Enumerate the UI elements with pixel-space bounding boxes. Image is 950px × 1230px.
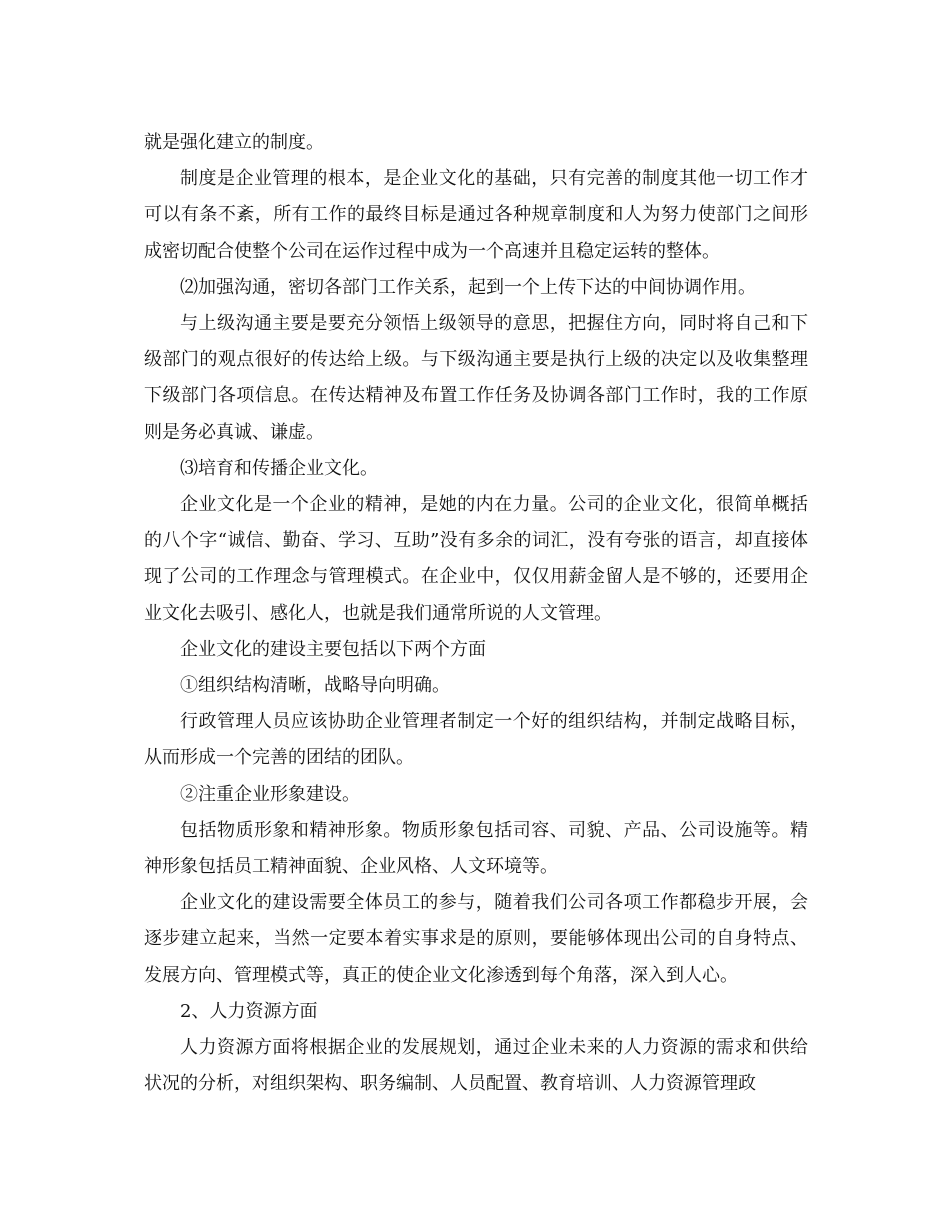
paragraph: 2、人力资源方面	[180, 1000, 318, 1022]
paragraph: ⑵加强沟通，密切各部门工作关系，起到一个上传下达的中间协调作用。	[180, 276, 756, 298]
paragraph: 就是强化建立的制度。	[144, 132, 324, 153]
paragraph: ⑶培育和传播企业文化。	[180, 457, 378, 479]
paragraph: 企业文化是一个企业的精神，是她的内在力量。公司的企业文化，很简单概括的八个字“诚信、勤奋、学习、互助”没有多余的词汇，没有夸张的语言，却直接体现了公司的工作理念与管理模式。在企业中，仅仅用薪金留人是不够的，还要用企业文化去吸引、感化人，也就是我们通常所说的人文管理。	[144, 494, 808, 624]
paragraph: 行政管理人员应该协助企业管理者制定一个好的组织结构，并制定战略目标，从而形成一个完善的团结的团队。	[144, 711, 808, 769]
paragraph: 企业文化的建设需要全体员工的参与，随着我们公司各项工作都稳步开展，会逐步建立起来，当然一定要本着实事求是的原则，要能够体现出公司的自身特点、发展方向、管理模式等，真正的使企业文化渗透到每个角落，深入到人心。	[144, 892, 808, 986]
paragraph: 企业文化的建设主要包括以下两个方面	[180, 638, 486, 660]
paragraph: ②注重企业形象建设。	[180, 783, 360, 805]
paragraph: ①组织结构清晰，战略导向明确。	[180, 675, 450, 697]
paragraph: 制度是企业管理的根本，是企业文化的基础，只有完善的制度其他一切工作才可以有条不紊，所有工作的最终目标是通过各种规章制度和人为努力使部门之间形成密切配合使整个公司在运作过程中成为一个高速并且稳定运转的整体。	[144, 168, 808, 262]
document-body	[144, 125, 808, 1102]
paragraph: 包括物质形象和精神形象。物质形象包括司容、司貌、产品、公司设施等。精神形象包括员工精神面貌、企业风格、人文环境等。	[144, 819, 808, 878]
paragraph: 与上级沟通主要是要充分领悟上级领导的意思，把握住方向，同时将自己和下级部门的观点很好的传达给上级。与下级沟通主要是执行上级的决定以及收集整理下级部门各项信息。在传达精神及布置工作任务及协调各部门工作时，我的工作原则是务必真诚、谦虚。	[144, 313, 808, 443]
paragraph: 人力资源方面将根据企业的发展规划，通过企业未来的人力资源的需求和供给状况的分析，对组织架构、职务编制、人员配置、教育培训、人力资源管理政	[144, 1037, 808, 1095]
